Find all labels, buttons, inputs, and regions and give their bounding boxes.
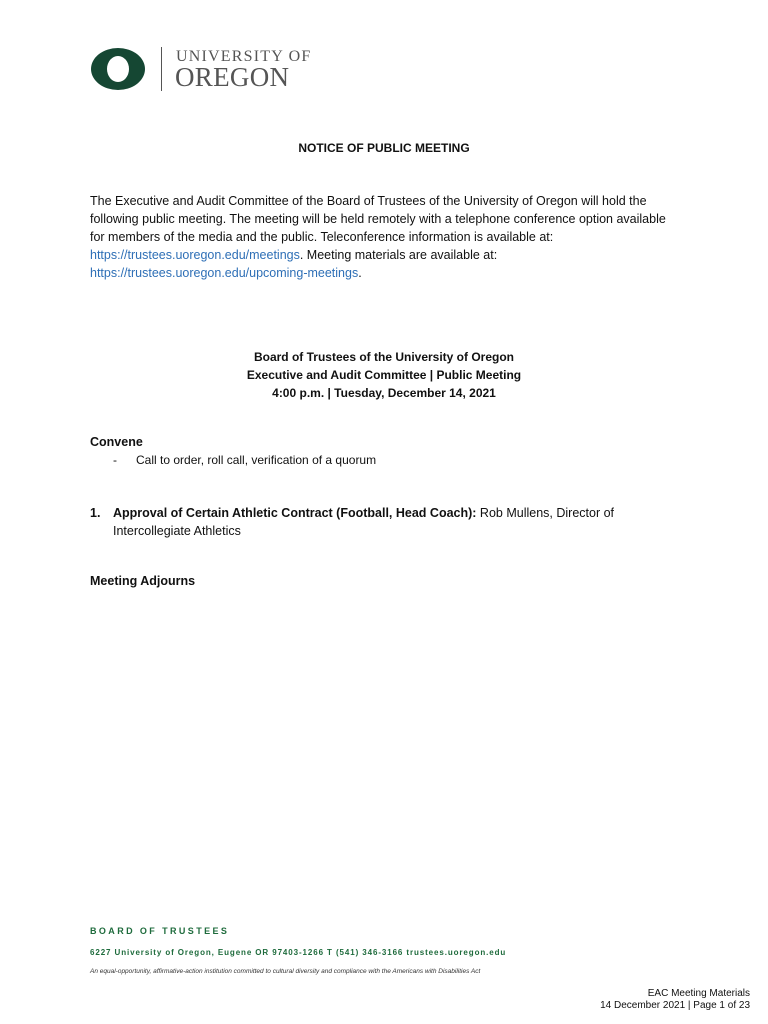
intro-paragraph — [90, 192, 680, 282]
footer-eo-statement: An equal-opportunity, affirmative-action institution committed to cultural diversity and compliance with the Americans with Disabilities Act — [90, 968, 481, 975]
agenda-item-presenter: Rob Mullens, Director of Intercollegiate Athletics — [113, 506, 615, 538]
page-footer-page-number: 14 December 2021 | Page 1 of 23 — [600, 1000, 750, 1011]
upcoming-meetings-link[interactable]: https://trustees.uoregon.edu/upcoming-meetings — [90, 266, 359, 280]
footer-org-name: BOARD OF TRUSTEES — [90, 926, 230, 936]
logo-text-line1: UNIVERSITY OF — [176, 48, 312, 65]
agenda-item-number: 1. — [90, 506, 101, 520]
meeting-header-datetime: 4:00 p.m. | Tuesday, December 14, 2021 — [272, 386, 496, 400]
list-dash: - — [113, 453, 117, 467]
meetings-link[interactable]: https://trustees.uoregon.edu/meetings — [90, 248, 300, 262]
meeting-header-board: Board of Trustees of the University of Oregon — [253, 350, 515, 364]
convene-heading: Convene — [90, 435, 143, 449]
footer-address: 6227 University of Oregon, Eugene OR 97403-1266 T (541) 346-3166 trustees.uoregon.edu — [90, 948, 507, 957]
meeting-header-committee: Executive and Audit Committee | Public Meeting — [246, 368, 522, 382]
agenda-item-title: Approval of Certain Athletic Contract (Football, Head Coach): — [113, 506, 477, 520]
convene-list-item — [113, 453, 376, 467]
meeting-adjourns: Meeting Adjourns — [90, 574, 196, 588]
logo-text-line2: OREGON — [175, 62, 290, 92]
oregon-o-logo-icon — [90, 47, 146, 91]
agenda-item — [90, 504, 650, 540]
page-footer — [600, 988, 750, 1012]
intro-text-1: The Executive and Audit Committee of the Board of Trustees of the University of Oregon will hold the following public meeting. The meeting will be held remotely with a telephone conference option available for members of the media and the public. Teleconference information is available at: — [90, 194, 666, 244]
intro-text-2: . Meeting materials are available at: — [299, 248, 498, 262]
convene-item-text: Call to order, roll call, verification of a quorum — [136, 453, 377, 467]
intro-text-3: . — [358, 266, 362, 280]
notice-title: NOTICE OF PUBLIC MEETING — [298, 141, 470, 155]
page-footer-title: EAC Meeting Materials — [647, 988, 750, 999]
university-logo — [90, 44, 320, 96]
logo-divider — [161, 47, 162, 91]
meeting-header — [0, 348, 768, 402]
